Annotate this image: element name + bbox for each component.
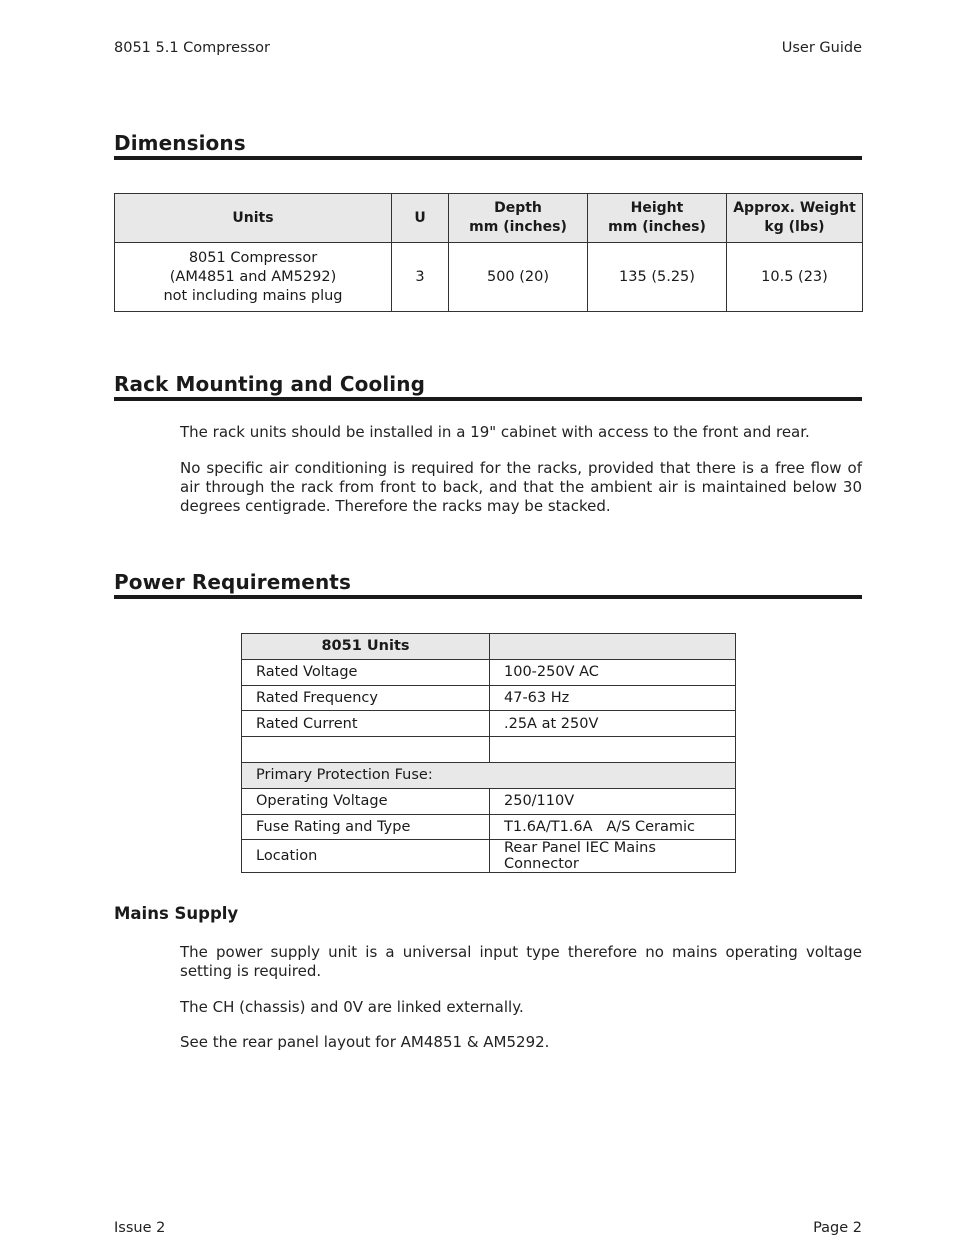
dimensions-table [114, 193, 863, 312]
footer-page-number: Page 2 [813, 1220, 862, 1236]
power-heading: Power Requirements [114, 570, 862, 599]
row-value: .25A at 250V [490, 711, 736, 737]
header-doc-title: 8051 5.1 Compressor [114, 40, 271, 56]
table-row [242, 711, 736, 737]
row-label: Fuse Rating and Type [242, 814, 490, 840]
power-table-head: 8051 Units [242, 634, 490, 660]
col-weight: Approx. Weight kg (lbs) [727, 194, 863, 243]
cell-unit: 8051 Compressor (AM4851 and AM5292) not including mains plug [115, 243, 392, 312]
table-row [242, 659, 736, 685]
rack-paragraph-1: The rack units should be installed in a 19" cabinet with access to the front and rear. [180, 423, 810, 441]
row-label: Rated Frequency [242, 685, 490, 711]
table-row [115, 243, 863, 312]
mains-paragraph-2: The CH (chassis) and 0V are linked externally. [180, 998, 524, 1016]
mains-supply-heading: Mains Supply [114, 904, 239, 923]
col-depth: Depth mm (inches) [449, 194, 588, 243]
mains-paragraph-1: The power supply unit is a universal input type therefore no mains operating voltage setting is required. [180, 943, 862, 980]
row-value: 100-250V AC [490, 659, 736, 685]
footer-issue: Issue 2 [114, 1220, 166, 1236]
table-row [242, 737, 736, 763]
table-header-row [242, 634, 736, 660]
table-header-row [115, 194, 863, 243]
row-value [490, 737, 736, 763]
table-row [242, 685, 736, 711]
row-label: Rated Voltage [242, 659, 490, 685]
row-value: T1.6A/T1.6A A/S Ceramic [490, 814, 736, 840]
col-u: U [392, 194, 449, 243]
col-height: Height mm (inches) [588, 194, 727, 243]
dimensions-heading: Dimensions [114, 131, 862, 160]
row-label: Location [242, 840, 490, 873]
cell-depth: 500 (20) [449, 243, 588, 312]
mains-paragraph-3: See the rear panel layout for AM4851 & AM5292. [180, 1033, 550, 1051]
rack-heading: Rack Mounting and Cooling [114, 372, 862, 401]
fuse-heading: Primary Protection Fuse: [242, 762, 736, 788]
row-label: Rated Current [242, 711, 490, 737]
cell-height: 135 (5.25) [588, 243, 727, 312]
rack-paragraph-2: No specific air conditioning is required for the racks, provided that there is a free flow of air through the rack from front to back, and that the ambient air is maintained below 30 degrees centigrade. Therefore the racks may be stacked. [180, 459, 862, 515]
fuse-heading-row [242, 762, 736, 788]
col-units: Units [115, 194, 392, 243]
row-label: Operating Voltage [242, 788, 490, 814]
table-row [242, 840, 736, 873]
header-doc-type: User Guide [781, 40, 862, 56]
row-value: 250/110V [490, 788, 736, 814]
power-table-head-blank [490, 634, 736, 660]
cell-weight: 10.5 (23) [727, 243, 863, 312]
row-value: 47-63 Hz [490, 685, 736, 711]
table-row [242, 814, 736, 840]
table-row [242, 788, 736, 814]
power-table [241, 633, 736, 873]
row-value: Rear Panel IEC Mains Connector [490, 840, 736, 873]
row-label [242, 737, 490, 763]
cell-u: 3 [392, 243, 449, 312]
